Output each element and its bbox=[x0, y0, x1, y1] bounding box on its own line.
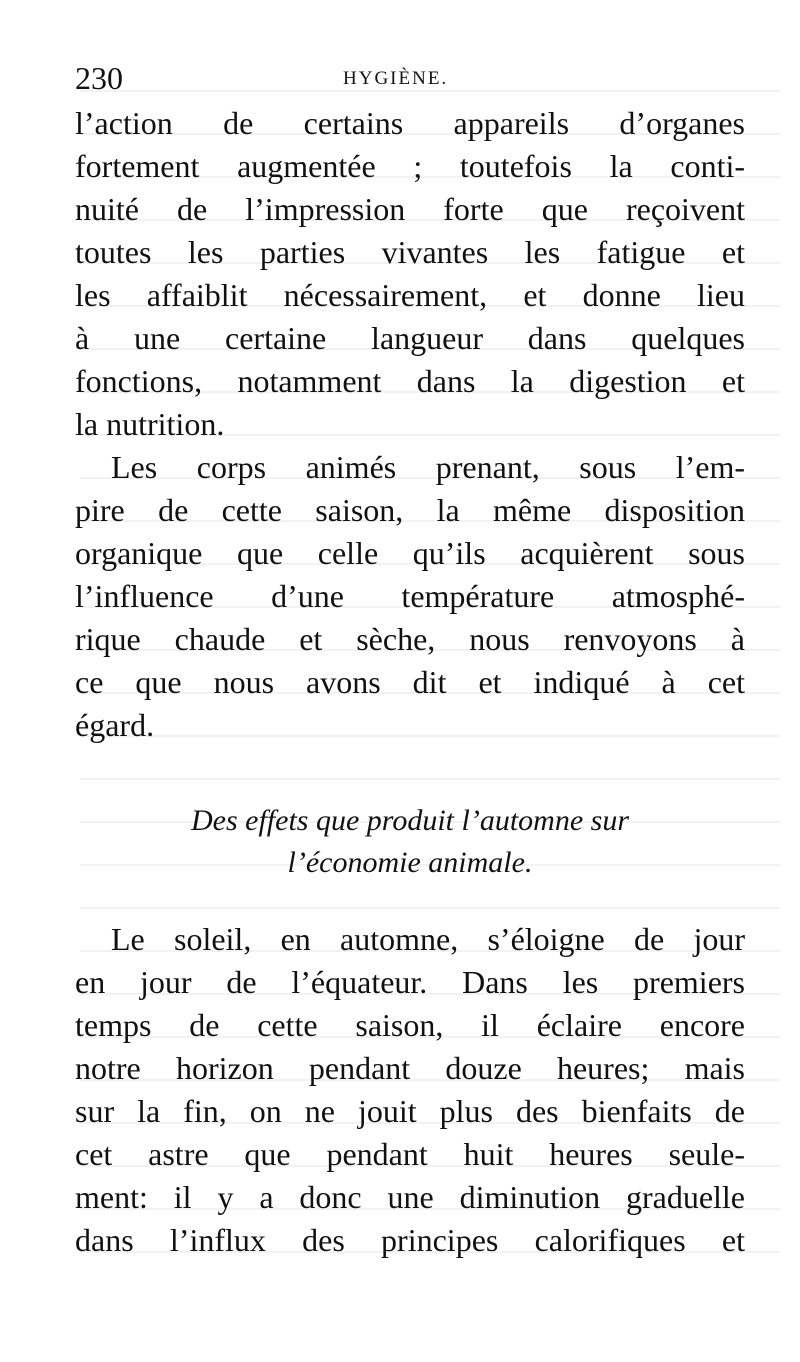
text-line: fonctions, notamment dans la digestion et bbox=[75, 363, 745, 399]
running-title: HYGIÈNE. bbox=[343, 68, 449, 89]
running-head bbox=[75, 58, 755, 98]
text-line: la nutrition. bbox=[75, 406, 225, 442]
text-line: dans l’influx des principes calorifiques et bbox=[75, 1222, 745, 1258]
text-line: ce que nous avons dit et indiqué à cet bbox=[75, 664, 745, 700]
text-line: fortement augmentée ; toutefois la conti- bbox=[75, 148, 745, 184]
paragraph-1 bbox=[75, 102, 745, 446]
page-number: 230 bbox=[75, 60, 123, 96]
text-line: rique chaude et sèche, nous renvoyons à bbox=[75, 621, 745, 657]
text-line: nuité de l’impression forte que reçoivent bbox=[75, 191, 745, 227]
section-heading-line: l’économie animale. bbox=[287, 846, 533, 879]
paragraph-3 bbox=[75, 918, 745, 1262]
text-line: en jour de l’équateur. Dans les premiers bbox=[75, 964, 745, 1000]
text-line: les affaiblit nécessairement, et donne lieu bbox=[75, 277, 745, 313]
text-line: l’influence d’une température atmosphé- bbox=[75, 578, 745, 614]
section-heading bbox=[75, 800, 745, 884]
text-line: toutes les parties vivantes les fatigue et bbox=[75, 234, 745, 270]
text-line: organique que celle qu’ils acquièrent sous bbox=[75, 535, 745, 571]
section-heading-line: Des effets que produit l’automne sur bbox=[190, 804, 629, 837]
text-line: notre horizon pendant douze heures; mais bbox=[75, 1050, 745, 1086]
text-line: l’action de certains appareils d’organes bbox=[75, 105, 745, 141]
paragraph-2 bbox=[75, 446, 745, 747]
text-line: cet astre que pendant huit heures seule- bbox=[75, 1136, 745, 1172]
text-line: égard. bbox=[75, 707, 155, 743]
text-line: ment: il y a donc une diminution graduelle bbox=[75, 1179, 745, 1215]
text-line: à une certaine langueur dans quelques bbox=[75, 320, 745, 356]
text-line: sur la fin, on ne jouit plus des bienfaits de bbox=[75, 1093, 745, 1129]
text-line: Les corps animés prenant, sous l’em- bbox=[111, 449, 745, 485]
text-line: Le soleil, en automne, s’éloigne de jour bbox=[111, 921, 745, 957]
text-line: temps de cette saison, il éclaire encore bbox=[75, 1007, 745, 1043]
text-line: pire de cette saison, la même disposition bbox=[75, 492, 745, 528]
